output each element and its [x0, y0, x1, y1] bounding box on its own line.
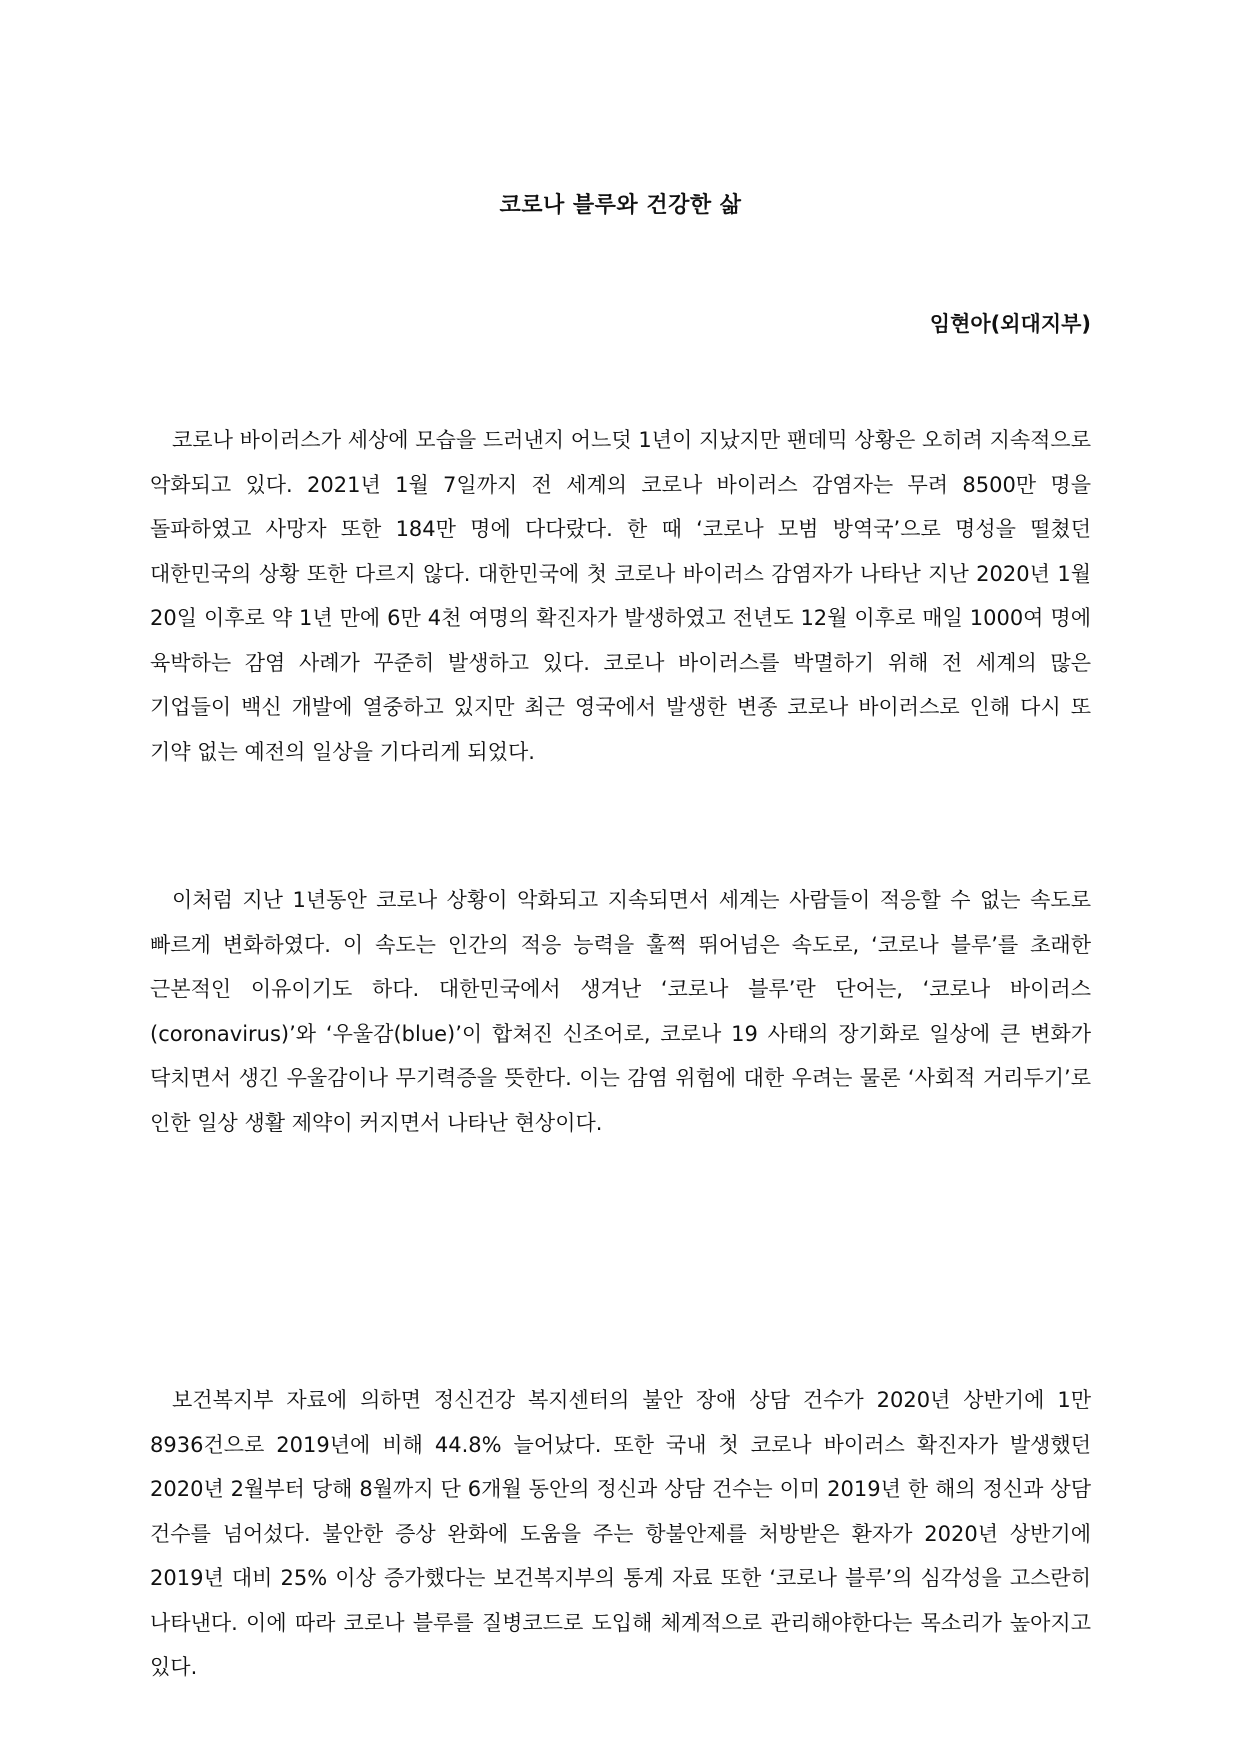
paragraph-1: 코로나 바이러스가 세상에 모습을 드러낸지 어느덧 1년이 지났지만 팬데믹 상황은 오히려 지속적으로 악화되고 있다. 2021년 1월 7일까지 전 세계의 코로나 바이러스 감염자는 무려 8500만 명을 돌파하였고 사망자 또한 184만 명에 다다랐다. 한 때 ‘코로나 모범 방역국’으로 명성을 떨쳤던 대한민국의 상황 또한 다르지 않다. 대한민국에 첫 코로나 바이러스 감염자가 나타난 지난 2020년 1월 20일 이후로 약 1년 만에 6만 4천 여명의 확진자가 발생하였고 전년도 12월 이후로 매일 1000여 명에 육박하는 감염 사례가 꾸준히 발생하고 있다. 코로나 바이러스를 박멸하기 위해 전 세계의 많은 기업들이 백신 개발에 열중하고 있지만 최근 영국에서 발생한 변종 코로나 바이러스로 인해 다시 또 기약 없는 예전의 일상을 기다리게 되었다.	[150, 428, 1091, 764]
paragraph-2: 이처럼 지난 1년동안 코로나 상황이 악화되고 지속되면서 세계는 사람들이 적응할 수 없는 속도로 빠르게 변화하였다. 이 속도는 인간의 적응 능력을 훌쩍 뛰어넘은 속도로, ‘코로나 블루’를 초래한 근본적인 이유이기도 하다. 대한민국에서 생겨난 ‘코로나 블루’란 단어는, ‘코로나 바이러스(coronavirus)’와 ‘우울감(blue)’이 합쳐진 신조어로, 코로나 19 사태의 장기화로 일상에 큰 변화가 닥치면서 생긴 우울감이나 무기력증을 뜻한다. 이는 감염 위험에 대한 우려는 물론 ‘사회적 거리두기’로 인한 일상 생활 제약이 커지면서 나타난 현상이다.	[150, 888, 1091, 1135]
paragraph-3: 보건복지부 자료에 의하면 정신건강 복지센터의 불안 장애 상담 건수가 2020년 상반기에 1만 8936건으로 2019년에 비해 44.8% 늘어났다. 또한 국내 첫 코로나 바이러스 확진자가 발생했던 2020년 2월부터 당해 8월까지 단 6개월 동안의 정신과 상담 건수는 이미 2019년 한 해의 정신과 상담 건수를 넘어섰다. 불안한 증상 완화에 도움을 주는 항불안제를 처방받은 환자가 2020년 상반기에 2019년 대비 25% 이상 증가했다는 보건복지부의 통계 자료 또한 ‘코로나 블루’의 심각성을 고스란히 나타낸다. 이에 따라 코로나 블루를 질병코드로 도입해 체계적으로 관리해야한다는 목소리가 높아지고 있다.	[150, 1388, 1091, 1679]
document-author: 임현아(외대지부)	[929, 312, 1091, 336]
document-title: 코로나 블루와 건강한 삶	[499, 193, 742, 218]
paragraph-1-container	[150, 418, 1091, 774]
paragraph-2-container	[150, 878, 1091, 1145]
paragraph-3-container	[150, 1378, 1091, 1690]
